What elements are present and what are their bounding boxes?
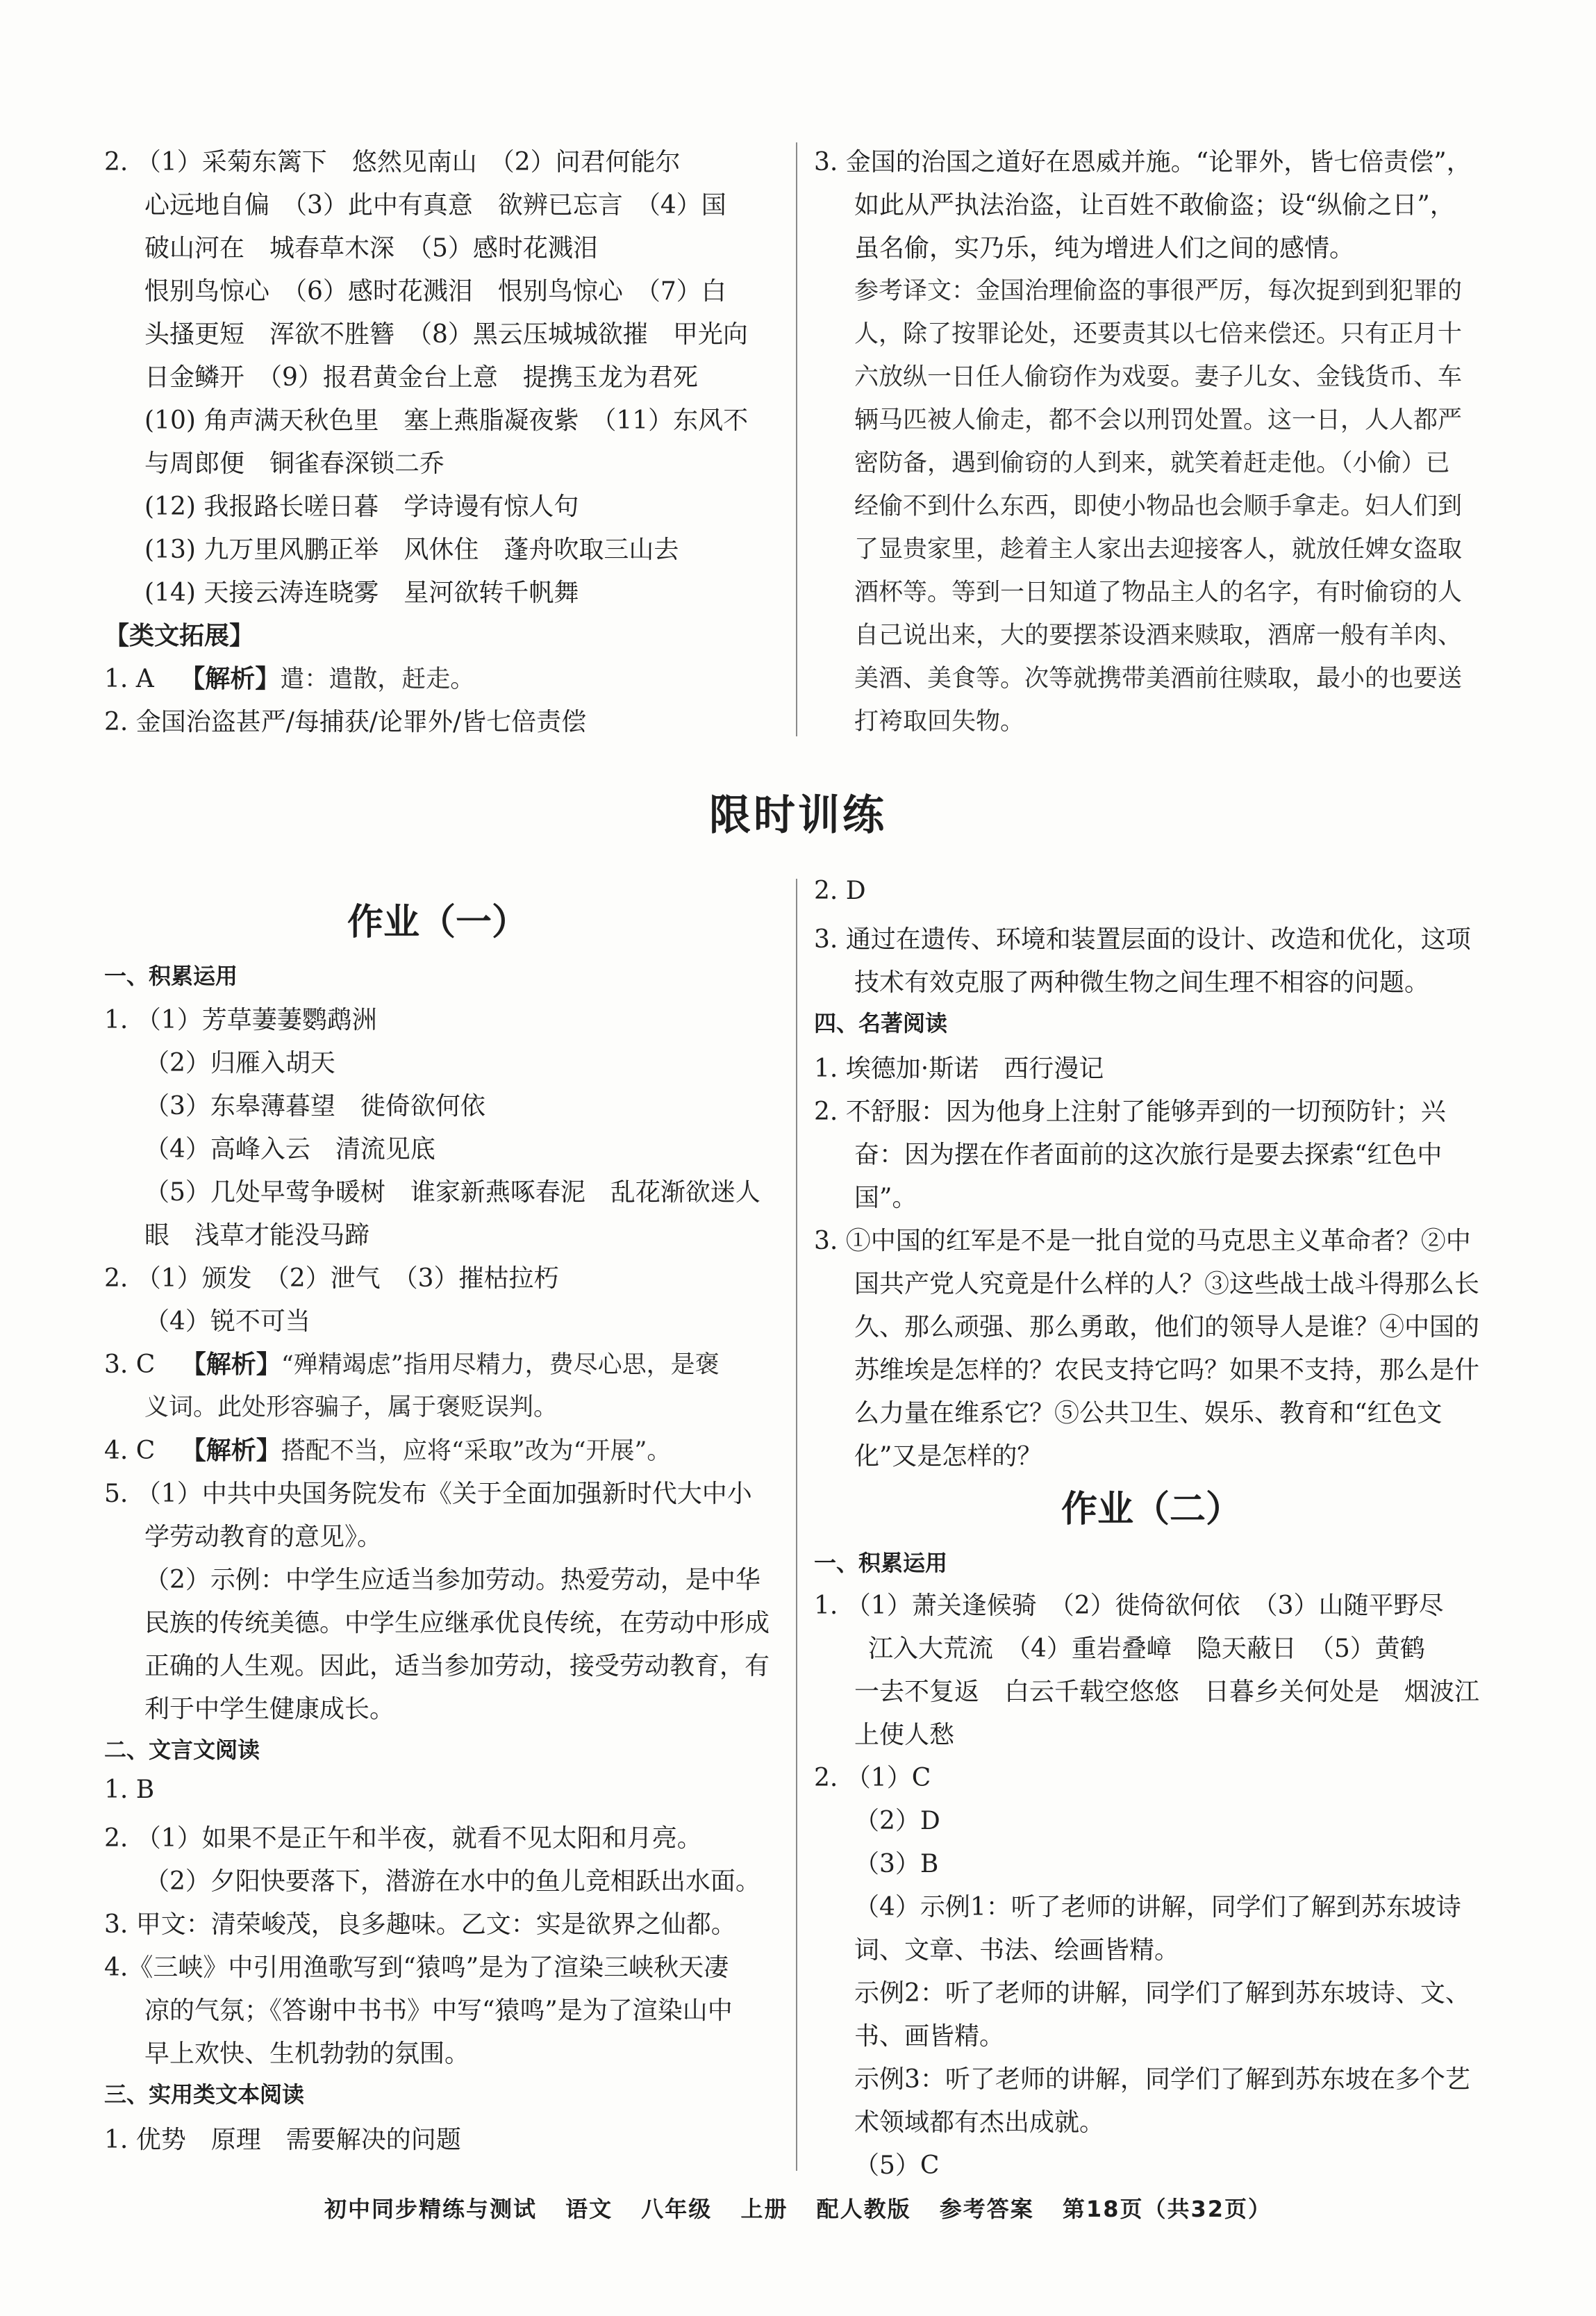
answer-line: （3）东皋薄暮望 徙倚欲何依: [144, 1092, 485, 1120]
answer-line: （2）示例：中学生应适当参加劳动。热爱劳动，是中华: [144, 1566, 760, 1594]
analysis-tag: 【解析】: [181, 1350, 281, 1379]
footer-volume: 上册: [740, 2196, 788, 2222]
answer-line: 利于中学生健康成长。: [144, 1695, 395, 1723]
answer-line: 2. （1）颁发 （2）泄气 （3）摧枯拉朽: [104, 1264, 559, 1293]
analysis-tag: 【解析】: [181, 1436, 281, 1465]
answer-line: 示例3：听了老师的讲解，同学们了解到苏东坡在多个艺: [854, 2065, 1470, 2094]
translation-line: 打袴取回失物。: [854, 708, 1025, 736]
answer-line: 眼 浅草才能没马蹄: [144, 1221, 370, 1250]
answer-line: 日金鳞开 （9）报君黄金台上意 提携玉龙为君死: [144, 363, 698, 392]
divider-bottom: [796, 879, 797, 2171]
footer-book: 初中同步精练与测试: [324, 2196, 537, 2222]
answer-line: （4）锐不可当: [144, 1307, 310, 1336]
answer-line: （4）高峰入云 清流见底: [144, 1135, 435, 1164]
answer-line: 虽名偷，实乃乐，纯为增进人们之间的感情。: [854, 234, 1355, 263]
answer-line: （5）C: [854, 2151, 940, 2180]
answer-line: [104, 1345, 720, 1380]
answer-line: 奋：因为摆在作者面前的这次旅行是要去探索“红色中: [854, 1141, 1443, 1169]
answer-line: （2）归雁入胡天: [144, 1049, 335, 1077]
divider-top: [796, 142, 797, 736]
question-number: 1. A: [104, 665, 154, 693]
answer-line: 示例2：听了老师的讲解，同学们了解到苏东坡诗、文、: [854, 1979, 1470, 2008]
answer-line: 久、那么顽强、那么勇敢，他们的领导人是谁？④中国的: [854, 1313, 1480, 1341]
translation-line: 自己说出来，大的要摆茶设酒来赎取，酒席一般有羊肉、: [854, 622, 1463, 650]
answer-line: 国”。: [854, 1184, 917, 1212]
homework-2-title: 作业（二）: [1061, 1489, 1242, 1530]
answer-line: 么力量在维系它？⑤公共卫生、娱乐、教育和“红色文: [854, 1399, 1443, 1428]
answer-line: (13) 九万里风鹏正举 风休住 蓬舟吹取三山去: [144, 536, 679, 564]
answer-line: 头搔更短 浑欲不胜簪 （8）黑云压城城欲摧 甲光向: [144, 320, 748, 349]
answer-line: （4）示例1：听了老师的讲解，同学们了解到苏东坡诗: [854, 1893, 1461, 1921]
answer-line: (10) 角声满天秋色里 塞上燕脂凝夜紫 （11）东风不: [144, 406, 749, 435]
answer-line: 正确的人生观。因此，适当参加劳动，接受劳动教育，有: [144, 1652, 770, 1680]
footer-answers: 参考答案: [939, 2196, 1034, 2222]
answer-line: [104, 1431, 671, 1466]
answer-line: 江入大荒流 （4）重岩叠嶂 隐天蔽日 （5）黄鹤: [868, 1635, 1425, 1663]
answer-line: 书、画皆精。: [854, 2022, 1005, 2051]
analysis-tag: 【解析】: [180, 664, 281, 693]
answer-line: 恨别鸟惊心 （6）感时花溅泪 恨别鸟惊心 （7）白: [144, 277, 726, 306]
translation-line: 六放纵一日任人偷窃作为戏耍。妻子儿女、金钱货币、车: [854, 363, 1463, 391]
answer-line: 上使人愁: [854, 1721, 955, 1749]
answer-line: 2. 金国治盗甚严/每捕获/论罪外/皆七倍责偿: [104, 708, 587, 736]
translation-line: 人，除了按罪论处，还要责其以七倍来偿还。只有正月十: [854, 320, 1463, 348]
answer-line: （3）B: [854, 1850, 939, 1878]
answer-line: 3. 金国的治国之道好在恩威并施。“论罪外，皆七倍责偿”，: [814, 148, 1472, 176]
answer-line: 1. （1）萧关逢候骑 （2）徙倚欲何依 （3）山随平野尽: [814, 1591, 1444, 1620]
question-number: 4. C: [104, 1437, 156, 1465]
answer-line: 苏维埃是怎样的？农民支持它吗？如果不支持，那么是什: [854, 1356, 1480, 1384]
answer-line: 2. （1）如果不是正午和半夜，就看不见太阳和月亮。: [104, 1824, 702, 1853]
analysis-text: 义词。此处形容骗子，属于褒贬误判。: [144, 1393, 558, 1421]
translation-line: 经偷不到什么东西，即使小物品也会顺手拿走。妇人们到: [854, 493, 1463, 520]
answer-line: 词、文章、书法、绘画皆精。: [854, 1936, 1180, 1965]
answer-line: 国共产党人究竟是什么样的人？③这些战士战斗得那么长: [854, 1270, 1480, 1298]
answer-line: 2. （1）采菊东篱下 悠然见南山 （2）问君何能尔: [104, 148, 681, 176]
answer-line: 2. D: [814, 877, 866, 905]
translation-line: 酒杯等。等到一日知道了物品主人的名字，有时偷窃的人: [854, 579, 1463, 606]
answer-line: 3. 甲文：清荣峻茂，良多趣味。乙文：实是欲界之仙都。: [104, 1910, 736, 1939]
section-heading: 一、积累运用: [104, 963, 238, 989]
analysis-text: “殚精竭虑”指用尽精力，费尽心思，是褒: [281, 1351, 720, 1379]
answer-line: 学劳动教育的意见》。: [144, 1523, 383, 1551]
answer-line: 如此从严执法治盗，让百姓不敢偷盗；设“纵偷之日”，: [854, 191, 1455, 220]
question-number: 3. C: [104, 1350, 156, 1379]
footer-subject: 语文: [565, 2196, 613, 2222]
footer-edition: 配人教版: [816, 2196, 911, 2222]
answer-line: (12) 我报路长嗟日暮 学诗谩有惊人句: [144, 493, 579, 521]
section-heading-leiwen: 【类文拓展】: [104, 622, 255, 650]
answer-line: (14) 天接云涛连晓雾 星河欲转千帆舞: [144, 579, 579, 607]
answer-line: 5. （1）中共中央国务院发布《关于全面加强新时代大中小: [104, 1480, 752, 1508]
answer-line: 2. （1）C: [814, 1764, 931, 1792]
footer-grade: 八年级: [641, 2196, 713, 2222]
answer-line: （2）夕阳快要落下，潜游在水中的鱼儿竞相跃出水面。: [144, 1867, 760, 1896]
translation-line: 密防备，遇到偷窃的人到来，就笑着赶走他。（小偷）已: [854, 449, 1450, 477]
analysis-text: 搭配不当，应将“采取”改为“开展”。: [281, 1437, 672, 1465]
answer-line: 1. 埃德加·斯诺 西行漫记: [814, 1054, 1104, 1083]
answer-line: 民族的传统美德。中学生应继承优良传统，在劳动中形成: [144, 1609, 770, 1637]
answer-line: 1. （1）芳草萋萋鹦鹉洲: [104, 1006, 377, 1034]
translation-line: 美酒、美食等。次等就携带美酒前往赎取，最小的也要送: [854, 665, 1463, 693]
footer-page-number: 第18页（共32页）: [1062, 2196, 1272, 2222]
answer-line: 一去不复返 白云千载空悠悠 日暮乡关何处是 烟波江: [854, 1678, 1480, 1706]
answer-line: （5）几处早莺争暖树 谁家新燕啄春泥 乱花渐欲迷人: [144, 1178, 760, 1207]
answer-line: 技术有效克服了两种微生物之间生理不相容的问题。: [854, 968, 1430, 997]
answer-line: 1. 优势 原理 需要解决的问题: [104, 2126, 461, 2154]
answer-line: 3. ①中国的红军是不是一批自觉的马克思主义革命者？②中: [814, 1227, 1471, 1255]
answer-line: 1. B: [104, 1776, 155, 1804]
answer-line: （2）D: [854, 1807, 940, 1835]
page-footer: [0, 2192, 1596, 2224]
answer-line: 2. 不舒服：因为他身上注射了能够弄到的一切预防针；兴: [814, 1098, 1446, 1126]
answer-line: 心远地自偏 （3）此中有真意 欲辨已忘言 （4）国: [144, 191, 726, 220]
translation-line: 参考译文：金国治理偷盗的事很严厉，每次捉到到犯罪的: [854, 277, 1463, 305]
homework-1-title: 作业（一）: [347, 902, 529, 943]
answer-line: 与周郎便 铜雀春深锁二乔: [144, 449, 445, 478]
answer-line: 3. 通过在遗传、环境和装置层面的设计、改造和优化，这项: [814, 925, 1471, 954]
section-heading: 一、积累运用: [814, 1550, 948, 1576]
answer-line: 化”又是怎样的？: [854, 1442, 1042, 1471]
section-heading: 二、文言文阅读: [104, 1737, 260, 1763]
translation-line: 辆马匹被人偷走，都不会以刑罚处置。这一日，人人都严: [854, 406, 1463, 434]
answer-line: [104, 659, 474, 695]
section-heading: 三、实用类文本阅读: [104, 2081, 305, 2108]
answer-line: 凉的气氛；《答谢中书书》中写“猿鸣”是为了渲染山中: [144, 1996, 733, 2025]
answer-line: 早上欢快、生机勃勃的氛围。: [144, 2040, 470, 2068]
answer-line: 破山河在 城春草木深 （5）感时花溅泪: [144, 234, 598, 263]
answer-line: 术领域都有杰出成就。: [854, 2108, 1105, 2137]
section-heading: 四、名著阅读: [814, 1010, 948, 1036]
page-title: 限时训练: [709, 791, 887, 840]
analysis-text: 遣：遣散，赶走。: [280, 665, 475, 693]
translation-line: 了显贵家里，趁着主人家出去迎接客人，就放任婢女盗取: [854, 536, 1463, 563]
answer-line: 4.《三峡》中引用渔歌写到“猿鸣”是为了渲染三峡秋天凄: [104, 1953, 729, 1982]
